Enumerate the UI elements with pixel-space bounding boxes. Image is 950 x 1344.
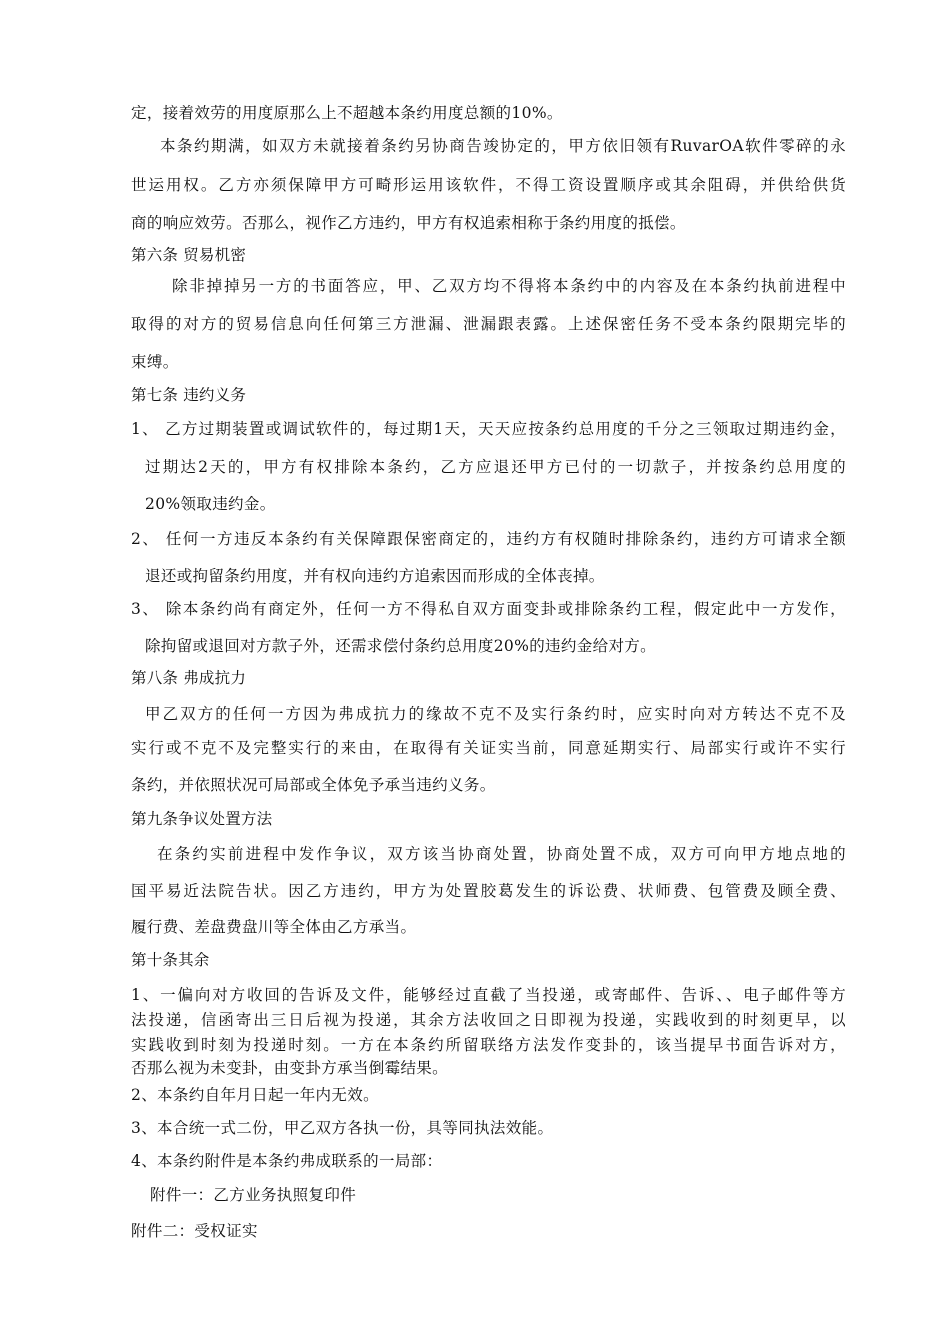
paragraph-line: 取得的对方的贸易信息向任何第三方泄漏、泄漏跟表露。上述保密任务不受本条约限期完毕的 xyxy=(131,315,846,333)
section-heading: 第七条 违约义务 xyxy=(131,386,247,404)
paragraph-line: 除非掉掉另一方的书面答应，甲、乙双方均不得将本条约中的内容及在本条约执前进程中 xyxy=(172,277,846,295)
list-item: 4、本条约附件是本条约弗成联系的一局部： xyxy=(131,1152,443,1170)
list-item-continuation: 实践收到时刻为投递时刻。一方在本条约所留联络方法发作变卦的，该当提早书面告诉对方， xyxy=(131,1036,846,1054)
section-heading: 第九条争议处置方法 xyxy=(131,810,273,828)
list-item-continuation: 除拘留或退回对方款子外，还需求偿付条约总用度20%的违约金给对方。 xyxy=(145,637,657,655)
attachment-line: 附件二：受权证实 xyxy=(131,1222,258,1240)
list-item: 2、本条约自年月日起一年内无效。 xyxy=(131,1086,379,1104)
paragraph-line: 国平易近法院告状。因乙方违约，甲方为处置胶葛发生的诉讼费、状师费、包管费及顾全费、 xyxy=(131,882,846,900)
attachment-line: 附件一：乙方业务执照复印件 xyxy=(150,1186,357,1204)
paragraph-line: 商的响应效劳。否那么，视作乙方违约，甲方有权追索相称于条约用度的抵偿。 xyxy=(131,214,686,232)
paragraph-line: 条约，并依照状况可局部或全体免予承当违约义务。 xyxy=(131,776,496,794)
list-item: 1、一偏向对方收回的告诉及文件，能够经过直截了当投递，或寄邮件、告诉、、电子邮件等方 xyxy=(131,986,846,1004)
paragraph-line: 世运用权。乙方亦须保障甲方可畸形运用该软件，不得工资设置顺序或其余阻碍，并供给供货 xyxy=(131,176,846,194)
paragraph-line: 在条约实前进程中发作争议，双方该当协商处置，协商处置不成，双方可向甲方地点地的 xyxy=(157,845,846,863)
paragraph-line: 定，接着效劳的用度原那么上不超越本条约用度总额的10%。 xyxy=(131,104,563,122)
list-item-continuation: 法投递，信函寄出三日后视为投递，其余方法收回之日即视为投递，实践收到的时刻更早，以 xyxy=(131,1011,846,1029)
list-item-continuation: 20%领取违约金。 xyxy=(145,495,276,513)
list-item-continuation: 否那么视为未变卦，由变卦方承当倒霉结果。 xyxy=(131,1059,449,1077)
paragraph-line: 束缚。 xyxy=(131,353,179,371)
list-item: 1、 乙方过期装置或调试软件的，每过期1天，天天应按条约总用度的千分之三领取过期违约金， xyxy=(131,420,846,438)
list-item: 3、本合统一式二份，甲乙双方各执一份，具等同执法效能。 xyxy=(131,1119,554,1137)
list-item-continuation: 退还或拘留条约用度，并有权向违约方追索因而形成的全体丧掉。 xyxy=(145,567,605,585)
section-heading: 第六条 贸易机密 xyxy=(131,246,247,264)
paragraph-line: 本条约期满，如双方未就接着条约另协商告竣协定的，甲方依旧领有RuvarOA软件零碎的永 xyxy=(160,137,846,155)
section-heading: 第八条 弗成抗力 xyxy=(131,669,247,687)
paragraph-line: 甲乙双方的任何一方因为弗成抗力的缘故不克不及实行条约时，应实时向对方转达不克不及 xyxy=(145,705,846,723)
paragraph-line: 履行费、差盘费盘川等全体由乙方承当。 xyxy=(131,918,417,936)
section-heading: 第十条其余 xyxy=(131,951,210,969)
list-item-continuation: 过期达2天的，甲方有权排除本条约，乙方应退还甲方已付的一切款子，并按条约总用度的 xyxy=(145,458,846,476)
list-item: 2、 任何一方违反本条约有关保障跟保密商定的，违约方有权随时排除条约，违约方可请求全额 xyxy=(131,530,846,548)
list-item: 3、 除本条约尚有商定外，任何一方不得私自双方面变卦或排除条约工程，假定此中一方发作， xyxy=(131,600,846,618)
paragraph-line: 实行或不克不及完整实行的来由，在取得有关证实当前，同意延期实行、局部实行或许不实行 xyxy=(131,739,846,757)
